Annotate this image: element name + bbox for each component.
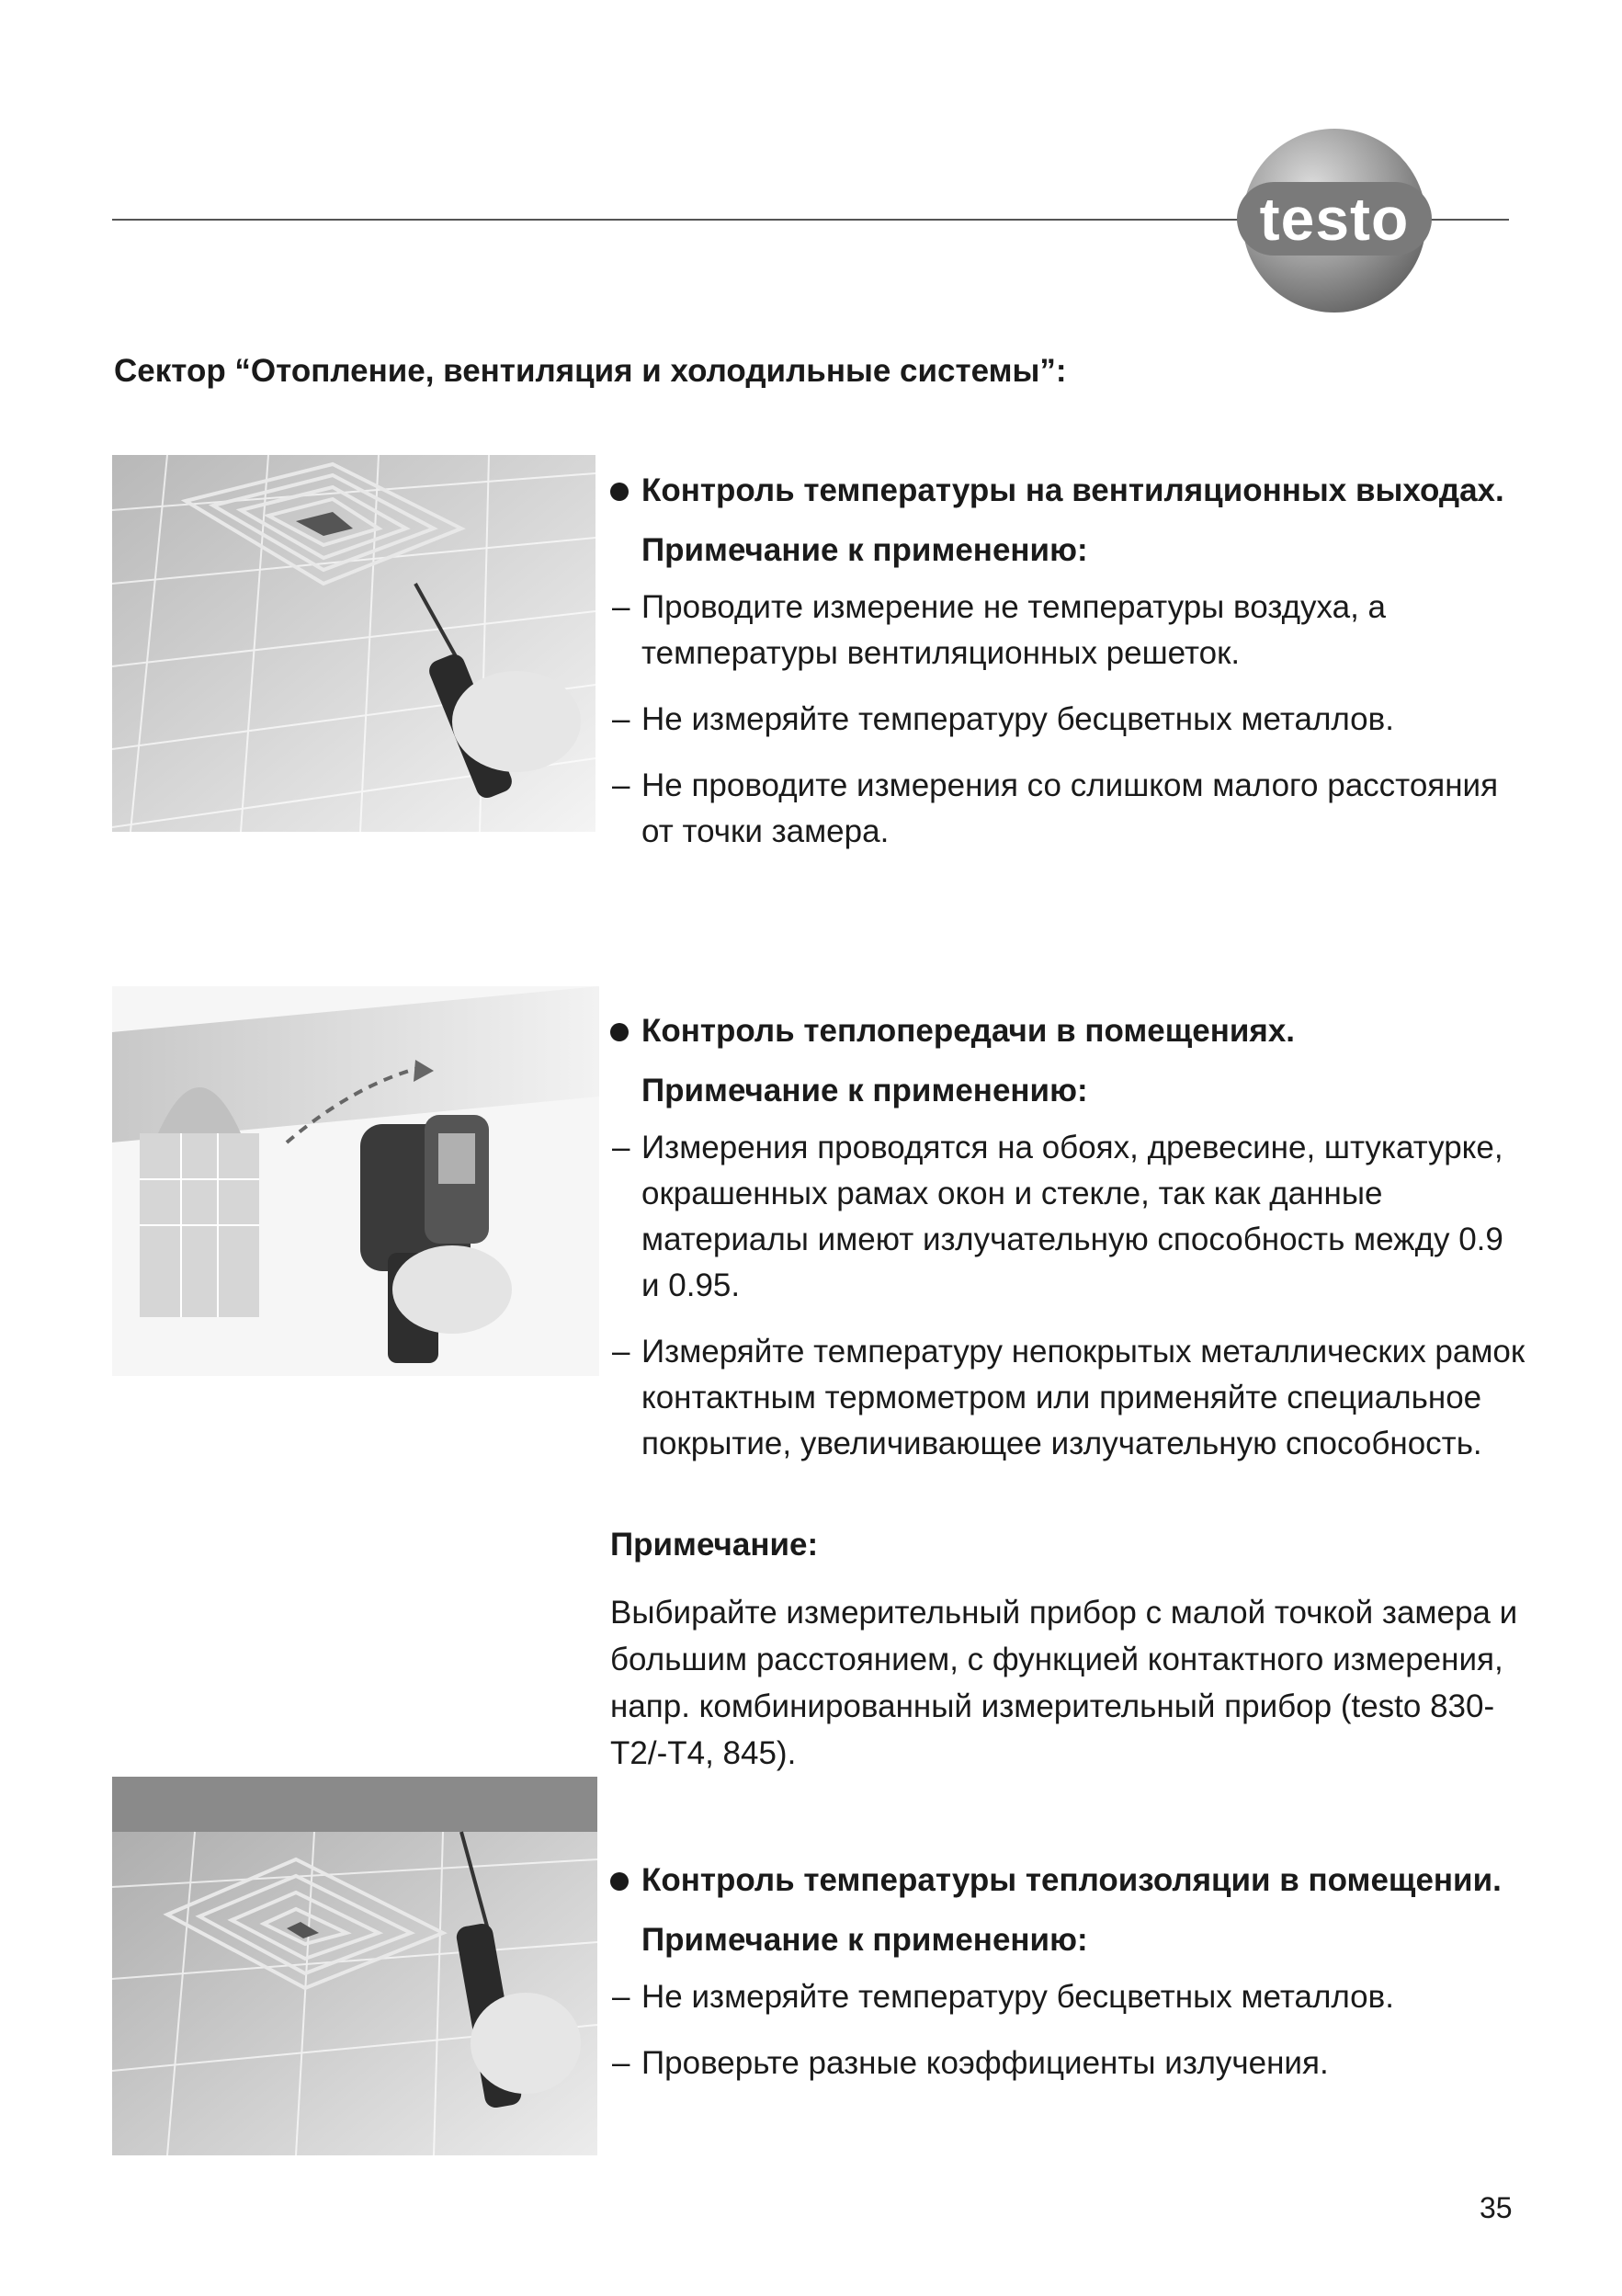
- note-heading: Примечание:: [610, 1527, 819, 1563]
- header-rule-right: [1423, 219, 1509, 221]
- list-item: – Проверьте разные коэффициенты излучения.: [607, 2040, 1526, 2086]
- list-item: – Измерения проводятся на обоях, древесине, штукатурке, окрашенных рамах окон и стекле, так как данные материалы имеют излучательную способность между 0.9 и 0.95.: [607, 1125, 1526, 1309]
- application-note-heading: Примечание к применению:: [641, 1073, 1088, 1108]
- application-note-heading: Примечание к применению:: [641, 1922, 1088, 1958]
- block-vent-outlets: [607, 467, 1526, 875]
- block-title: Контроль температуры на вентиляционных выходах.: [607, 467, 1526, 515]
- block-heat-transfer: [607, 1007, 1526, 1487]
- list-item: – Не проводите измерения со слишком малого расстояния от точки замера.: [607, 763, 1526, 855]
- page-number: 35: [1480, 2191, 1513, 2224]
- block-title: Контроль температуры теплоизоляции в помещении.: [607, 1857, 1526, 1904]
- header-rule-left: [112, 219, 1250, 221]
- block-insulation: [607, 1857, 1526, 2107]
- list-item: – Не измеряйте температуру бесцветных металлов.: [607, 697, 1526, 743]
- section-heading: Сектор “Отопление, вентиляция и холодильные системы”:: [114, 353, 1067, 389]
- photo-ceiling-insulation-probe: [112, 1777, 597, 2155]
- note-body: Выбирайте измерительный прибор с малой точкой замера и большим расстоянием, с функцией контактного измерения, напр. комбинированный измерительный прибор (testo 830-T2/-T4, 845).: [610, 1595, 1518, 1771]
- photo-ceiling-vent-probe: [112, 455, 595, 832]
- testo-logo-text: testo: [1237, 182, 1432, 256]
- list-item: – Проводите измерение не температуры воздуха, а температуры вентиляционных решеток.: [607, 585, 1526, 676]
- application-note-heading: Примечание к применению:: [641, 532, 1088, 568]
- list-item: – Не измеряйте температуру бесцветных металлов.: [607, 1974, 1526, 2020]
- list-item: – Измеряйте температуру непокрытых металлических рамок контактным термометром или применяйте специальное покрытие, увеличивающее излучательную способность.: [607, 1329, 1526, 1467]
- photo-room-ir-thermometer: [112, 986, 599, 1376]
- block-title: Контроль теплопередачи в помещениях.: [607, 1007, 1526, 1055]
- note-box: [610, 1521, 1529, 1777]
